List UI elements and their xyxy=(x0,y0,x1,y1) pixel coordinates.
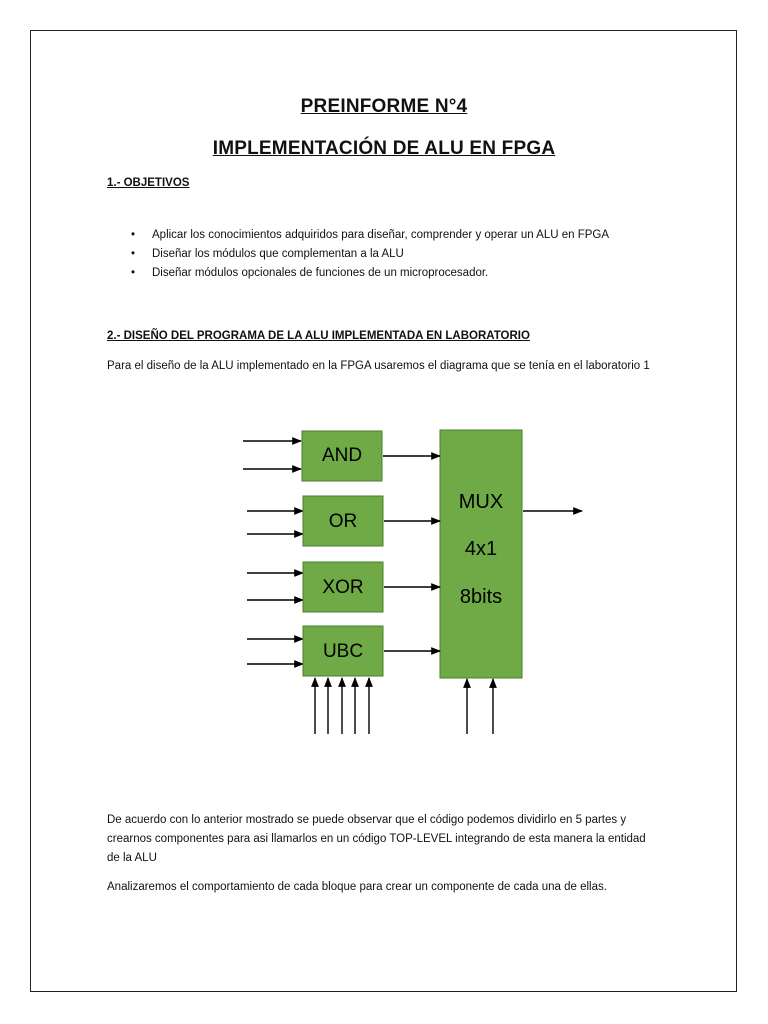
block-or xyxy=(303,496,383,546)
objective-item: • Aplicar los conocimientos adquiridos para diseñar, comprender y operar un ALU en FPGA xyxy=(107,226,609,245)
ubc-control-arrows xyxy=(315,678,369,734)
mux-select-arrows xyxy=(467,679,493,734)
block-label: AND xyxy=(321,445,363,466)
document-subtitle: IMPLEMENTACIÓN DE ALU EN FPGA xyxy=(212,138,556,159)
section-heading-diseno: 2.- DISEÑO DEL PROGRAMA DE LA ALU IMPLEMENTADA EN LABORATORIO xyxy=(107,330,530,342)
block-label: UBC xyxy=(322,641,364,662)
block-to-mux-arrows xyxy=(383,456,440,651)
block-label: OR xyxy=(328,511,358,532)
mux-block xyxy=(440,430,522,678)
intro-paragraph: Para el diseño de la ALU implementado en la FPGA usaremos el diagrama que se tenía en el laboratorio 1 xyxy=(107,360,650,372)
body-paragraph: Analizaremos el comportamiento de cada bloque para crear un componente de cada una de ellas. xyxy=(107,881,607,893)
and-input-arrows xyxy=(243,441,301,469)
objective-item: • Diseñar los módulos que complementan a la ALU xyxy=(107,245,609,264)
section-heading-objetivos: 1.- OBJETIVOS xyxy=(107,177,190,189)
body-paragraph: De acuerdo con lo anterior mostrado se puede observar que el código podemos dividirlo en 5 partes y crearnos componentes para asi llamarlos en un código TOP-LEVEL integrando de esta manera la entidad de la ALU xyxy=(107,814,646,864)
block-label: XOR xyxy=(322,577,364,598)
mux-label-line3: 8bits xyxy=(459,586,503,608)
document-title: PREINFORME N°4 xyxy=(300,96,468,117)
mux-label-line1: MUX xyxy=(458,491,504,513)
or-input-arrows xyxy=(247,511,303,534)
block-and xyxy=(302,431,382,481)
objective-item: • Diseñar módulos opcionales de funciones de un microprocesador. xyxy=(107,264,609,283)
ubc-input-arrows xyxy=(247,639,303,664)
block-ubc xyxy=(303,626,383,676)
block-xor xyxy=(303,562,383,612)
mux-label-line2: 4x1 xyxy=(464,538,498,560)
xor-input-arrows xyxy=(247,573,303,600)
